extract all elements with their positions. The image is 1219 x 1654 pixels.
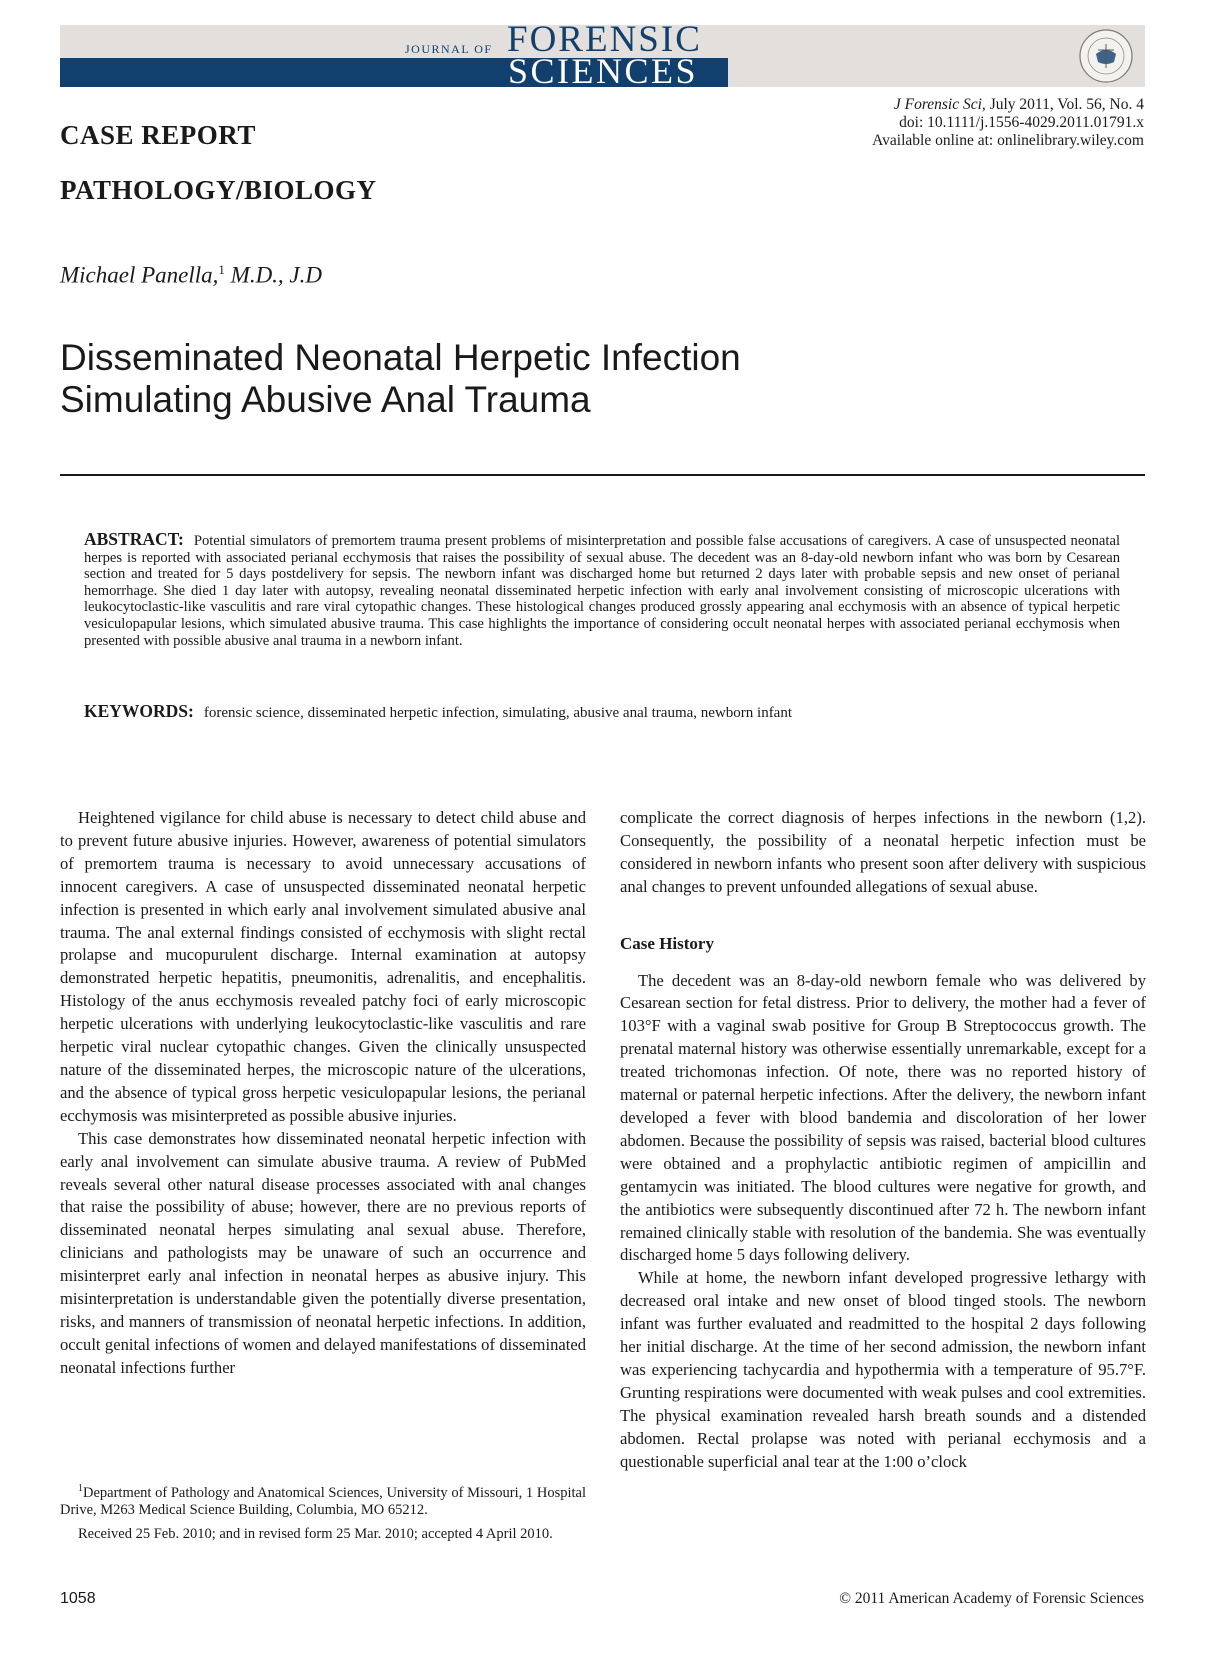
- received-footnote: Received 25 Feb. 2010; and in revised form 25 Mar. 2010; accepted 4 April 2010.: [78, 1525, 553, 1542]
- keywords-text: forensic science, disseminated herpetic infection, simulating, abusive anal trauma, newborn infant: [203, 705, 793, 721]
- body-paragraph-continued: complicate the correct diagnosis of herpes infections in the newborn (1,2). Consequently, the possibility of a neonatal herpetic infection must be considered in newborn infants who present soon after delivery with suspicious anal changes to prevent unfounded allegations of sexual abuse.: [620, 808, 1146, 896]
- availability: Available online at: onlinelibrary.wiley.com: [872, 132, 1144, 149]
- affiliation-text: Department of Pathology and Anatomical Sciences, University of Missouri, 1 Hospital Drive, M263 Medical Science Building, Columbia, MO 65212.: [60, 1484, 586, 1519]
- section-label: PATHOLOGY/BIOLOGY: [60, 175, 377, 205]
- title-line-1: Disseminated Neonatal Herpetic Infection: [60, 337, 741, 378]
- title-line-2: Simulating Abusive Anal Trauma: [60, 379, 591, 420]
- abstract-label: ABSTRACT:: [84, 529, 184, 549]
- case-history-paragraph: The decedent was an 8-day-old newborn female who was delivered by Cesarean section for fetal distress. Prior to delivery, the mother had a fever of 103°F with a vaginal swab positive for Group B Streptococcus growth. The prenatal maternal history was otherwise essentially unremarkable, except for a treated trichomonas infection. Of note, there was no reported history of maternal or paternal herpetic infections. After the delivery, the newborn infant developed a fever with blood bandemia and discoloration of her lower abdomen. Because the possibility of sepsis was raised, bacterial blood cultures were obtained and a prophylactic antibiotic regimen of ampicillin and gentamycin was initiated. The blood cultures were negative for growth, and the antibiotics were subsequently discontinued after 72 h. The newborn infant remained clinically stable with resolution of the bandemia. She was eventually discharged home 5 days following delivery.: [620, 970, 1146, 1265]
- issue-info: July 2011, Vol. 56, No. 4: [989, 96, 1144, 113]
- body-column-right: [620, 807, 1146, 1473]
- article-type: CASE REPORT: [60, 120, 256, 150]
- footnotes: [60, 1480, 586, 1549]
- doi: doi: 10.1111/j.1556-4029.2011.01791.x: [899, 114, 1144, 131]
- body-column-left: [60, 807, 586, 1380]
- page-number: 1058: [60, 1590, 96, 1607]
- body-paragraph: This case demonstrates how disseminated neonatal herpetic infection with early anal involvement can simulate abusive trauma. A review of PubMed reveals several other natural disease processes associated with anal changes that raise the possibility of abuse; however, there are no previous reports of disseminated neonatal herpes simulating anal sexual abuse. Therefore, clinicians and pathologists may be unaware of such an occurrence and misinterpret early anal infection in neonatal herpes as abusive injury. This misinterpretation is understandable given the potentially diverse presentation, risks, and manners of transmission of neonatal herpetic infections. In addition, occult genital infections of women and delayed manifestations of disseminated neonatal infections further: [60, 1128, 586, 1377]
- aafs-seal-icon: [1078, 28, 1134, 84]
- author-degrees: M.D., J.D: [230, 262, 322, 288]
- affiliation-footnote: [60, 1480, 586, 1520]
- author-affiliation-mark: 1: [218, 262, 225, 277]
- article-title: [60, 337, 741, 421]
- author-name: Michael Panella,: [60, 262, 219, 288]
- case-history-heading: Case History: [620, 933, 714, 953]
- author-line: [60, 262, 322, 289]
- abstract-text: Potential simulators of premortem trauma present problems of misinterpretation and possible false accusations of caregivers. A case of unsuspected neonatal herpes is reported with associated perianal ecchymosis that raises the possibility of sexual abuse. The decedent was an 8-day-old newborn infant who was born by Cesarean section and treated for 5 days postdelivery for sepsis. The newborn infant was discharged home but returned 2 days later with probable sepsis and new onset of perianal hemorrhage. She died 1 day later with autopsy, revealing neonatal disseminated herpetic infection with early anal involvement consisting of microscopic ulcerations with leukocytoclastic-like vasculitis and rare viral cytopathic changes. These histological changes produced grossly appearing anal ecchymosis with an absence of typical herpetic vesiculopapular lesions, which simulated abusive trauma. This case highlights the importance of considering occult neonatal herpes with associated perianal ecchymosis when presented with possible abusive anal trauma in a newborn infant.: [84, 533, 1120, 649]
- copyright: © 2011 American Academy of Forensic Sciences: [839, 1590, 1144, 1607]
- title-divider: [60, 474, 1145, 476]
- body-paragraph: Heightened vigilance for child abuse is necessary to detect child abuse and to prevent future abusive injuries. However, awareness of potential simulators of premortem trauma is necessary to avoid unnecessary accusations of innocent caregivers. A case of unsuspected disseminated neonatal herpetic infection is presented in which early anal involvement simulated abusive anal trauma. The anal external findings consisted of ecchymosis with slight rectal prolapse and mucopurulent discharge. Internal examination at autopsy demonstrated herpetic hepatitis, pneumonitis, adrenalitis, and encephalitis. Histology of the anus ecchymosis revealed patchy foci of early microscopic herpetic ulcerations with underlying leukocytoclastic-like vasculitis and rare herpetic viral nuclear cytopathic changes. Given the clinically unsuspected nature of the disseminated herpes, the microscopic nature of the ulcerations, and the absence of typical gross herpetic vesiculopapular lesions, the perianal ecchymosis was misinterpreted as possible abusive injuries.: [60, 808, 586, 1125]
- citation-block: [872, 96, 1144, 150]
- abstract: [84, 531, 1120, 649]
- case-history-paragraph: While at home, the newborn infant developed progressive lethargy with decreased oral intake and new onset of blood tinged stools. The newborn infant was further evaluated and readmitted to the hospital 2 days following her initial discharge. At the time of her second admission, the newborn infant was experiencing tachycardia and hypothermia with a temperature of 95.7°F. Grunting respirations were documented with weak pulses and cool extremities. The physical examination revealed harsh breath sounds and a distended abdomen. Rectal prolapse was noted with perianal ecchymosis and a questionable superficial anal tear at the 1:00 o’clock: [620, 1268, 1146, 1471]
- journal-prefix: JOURNAL OF: [405, 42, 493, 56]
- footnote-mark: 1: [78, 1483, 83, 1494]
- journal-name-line2: SCIENCES: [508, 51, 699, 91]
- keywords-label: KEYWORDS:: [84, 701, 194, 721]
- journal-name-line1: FORENSIC: [507, 19, 702, 60]
- journal-abbrev: J Forensic Sci,: [893, 96, 986, 113]
- keywords: [84, 701, 1120, 722]
